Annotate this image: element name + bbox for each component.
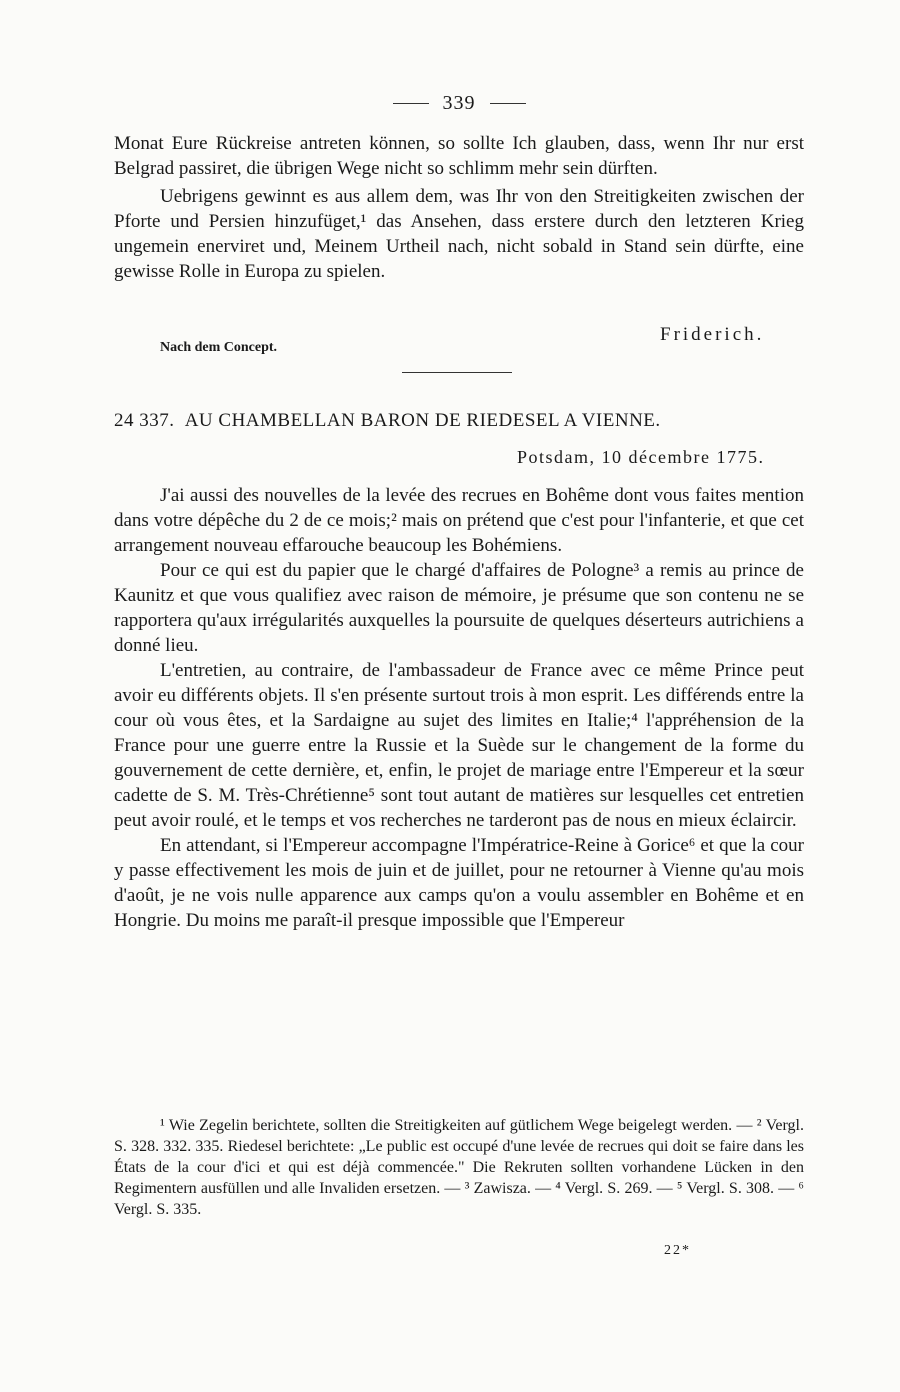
source-note: Nach dem Concept. [160, 340, 278, 355]
letter-dateline: Potsdam, 10 décembre 1775. [517, 447, 765, 467]
letter-body [114, 483, 804, 933]
letter-number: 24 337. [114, 410, 175, 431]
paragraph: Uebrigens gewinnt es aus allem dem, was Ihr von den Streitigkeiten zwischen der Pforte und Persien hinzufüget,¹ das Ansehen, dass erstere durch den letzteren Krieg ungemein enerviret und, Meinem Urtheil nach, nicht sobald in Stand sein dürfte, eine gewisse Rolle in Europa zu spielen. [114, 186, 804, 282]
paragraph: Monat Eure Rückreise antreten können, so sollte Ich glauben, dass, wenn Ihr nur erst Belgrad passiret, die übrigen Wege nicht so schlimm mehr sein dürften. [114, 133, 804, 179]
letter-heading [114, 410, 804, 432]
paragraph: Pour ce qui est du papier que le chargé d'affaires de Pologne³ a remis au prince de Kaunitz et que vous qualifiez avec raison de mémoire, je présume que son contenu ne se rapportera qu'aux irrégularités auxquelles la poursuite de quelques déserteurs autrichiens a donné lieu. [114, 560, 804, 656]
header-dash-right [490, 103, 526, 104]
printer-signature-mark: 22* [664, 1243, 691, 1258]
previous-letter-body [114, 131, 804, 284]
signature: Friderich. [660, 324, 765, 345]
section-divider [402, 372, 512, 373]
page-number: 339 [442, 91, 476, 114]
paragraph: En attendant, si l'Empereur accompagne l'Impératrice-Reine à Gorice⁶ et que la cour y passe effectivement les mois de juin et de juillet, pour ne retourner à Vienne qu'au mois d'août, je ne vois nulle apparence aux camps qu'on a voulu assembler en Bohême et en Hongrie. Du moins me paraît-il presque impossible que l'Empereur [114, 835, 804, 931]
footnotes [114, 1115, 804, 1220]
page-header [114, 88, 804, 118]
footnote-text: ¹ Wie Zegelin berichtete, sollten die Streitigkeiten auf gütlichem Wege beigelegt werden. — ² Vergl. S. 328. 332. 335. Riedesel berichtete: „Le public est occupé d'une levée de recrues qui doit se faire dans les États de la cour d'ici et qui est déjà commencée." Die Rekruten sollten vorhandene Lücken in den Regimentern ausfüllen und alle Invaliden ersetzen. — ³ Zawisza. — ⁴ Vergl. S. 269. — ⁵ Vergl. S. 308. — ⁶ Vergl. S. 335. [114, 1117, 804, 1218]
header-dash-left [393, 103, 429, 104]
paragraph: J'ai aussi des nouvelles de la levée des recrues en Bohême dont vous faites mention dans votre dépêche du 2 de ce mois;² mais on prétend que c'est pour l'infanterie, et que cet arrangement nouveau effarouche beaucoup les Bohémiens. [114, 485, 804, 556]
letter-title: AU CHAMBELLAN BARON DE RIEDESEL A VIENNE. [184, 410, 661, 431]
paragraph: L'entretien, au contraire, de l'ambassadeur de France avec ce même Prince peut avoir eu différents objets. Il s'en présente surtout trois à mon esprit. Les différends entre la cour où vous êtes, et la Sardaigne au sujet des limites en Italie;⁴ l'appréhension de la France pour une guerre entre la Russie et la Suède sur le changement de la forme du gouvernement de cette dernière, et, enfin, le projet de mariage entre l'Empereur et la sœur cadette de S. M. Très-Chrétienne⁵ sont tout autant de matières sur lesquelles cet entretien peut avoir roulé, et le temps et vos recherches ne tarderont pas de nous en mieux éclaircir. [114, 660, 804, 831]
